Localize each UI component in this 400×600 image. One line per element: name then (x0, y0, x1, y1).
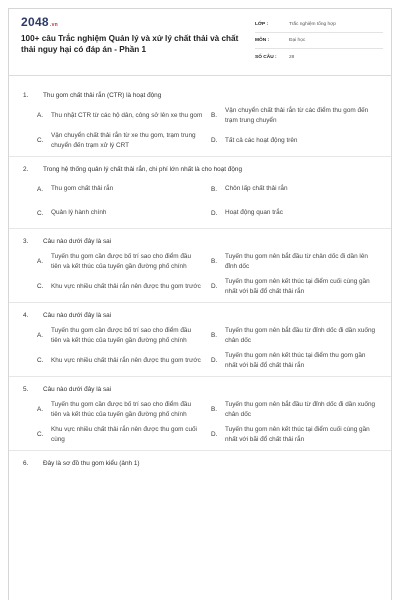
question-5 (9, 377, 391, 451)
meta-row-subject (255, 33, 383, 49)
option-grid (23, 400, 377, 444)
option-letter: B. (211, 112, 218, 119)
option-a[interactable] (37, 326, 203, 345)
option-letter: C. (37, 209, 44, 217)
option-d[interactable] (211, 277, 377, 296)
option-grid (23, 252, 377, 296)
document-header (9, 9, 391, 73)
option-text: Chôn lấp chất thải rắn (225, 185, 288, 193)
option-d[interactable] (211, 425, 377, 444)
question-6 (9, 451, 391, 480)
logo-main: 2048 (21, 15, 49, 29)
option-c[interactable] (37, 204, 203, 222)
question-number: 1. (23, 92, 29, 99)
option-text: Tuyến thu gom cần được bố trí sao cho điểm đầu tiên và kết thúc của tuyến gần đường phố chính (51, 327, 192, 344)
question-heading (23, 311, 377, 320)
question-heading (23, 165, 377, 174)
option-a[interactable] (37, 106, 203, 125)
question-number: 2. (23, 166, 29, 173)
option-text: Tuyến thu gom nên bắt đầu từ đỉnh dốc đi dần xuống chân dốc (225, 401, 376, 418)
question-list (9, 83, 391, 480)
header-divider (9, 75, 391, 76)
option-letter: D. (211, 357, 218, 364)
option-text: Khu vực nhiều chất thải rắn nên được thu gom cuối cùng (51, 426, 197, 443)
meta-value: 28 (289, 54, 295, 60)
question-heading (23, 237, 377, 246)
option-text: Tất cả các hoạt động trên (225, 136, 298, 144)
option-text: Vận chuyển chất thải rắn từ xe thu gom, trạm trung chuyển đến trạm xử lý CRT (51, 132, 196, 149)
question-heading (23, 91, 377, 100)
option-c[interactable] (37, 131, 203, 150)
option-letter: C. (37, 137, 44, 144)
document-title: 100+ câu Trắc nghiệm Quản lý và xử lý chất thải và chất thải nguy hại có đáp án - Phần 1 (21, 34, 239, 54)
option-text: Tuyến thu gom nên kết thúc tại điểm thu gom gần nhất với bãi đổ chất thải rắn (225, 352, 366, 369)
question-heading (23, 459, 377, 468)
option-d[interactable] (211, 351, 377, 370)
option-letter: C. (37, 431, 44, 438)
option-grid (23, 106, 377, 150)
option-letter: C. (37, 283, 44, 290)
option-grid (23, 180, 377, 222)
option-text: Khu vực nhiều chất thải rắn nên được thu gom trước (51, 356, 201, 364)
option-letter: B. (211, 258, 218, 265)
option-letter: D. (211, 209, 218, 217)
option-letter: B. (211, 332, 218, 339)
option-a[interactable] (37, 180, 203, 198)
question-text: Câu nào dưới đây là sai (43, 238, 112, 245)
option-letter: A. (37, 185, 44, 193)
question-3 (9, 229, 391, 303)
option-text: Tuyến thu gom cần được bố trí sao cho điểm đầu tiên và kết thúc của tuyến gần đường phố chính (51, 401, 192, 418)
option-a[interactable] (37, 252, 203, 271)
option-d[interactable] (211, 131, 377, 150)
meta-value: Trắc nghiệm tổng hợp (289, 22, 336, 27)
option-letter: D. (211, 137, 218, 144)
option-text: Vận chuyển chất thải rắn từ các điểm thu gom đến trạm trung chuyển (225, 107, 369, 124)
question-number: 3. (23, 238, 29, 245)
option-text: Tuyến thu gom nên bắt đầu từ đỉnh dốc đi dần xuống chân dốc (225, 327, 376, 344)
option-letter: A. (37, 406, 44, 413)
option-letter: B. (211, 185, 218, 193)
meta-key: SỐ CÂU : (255, 54, 277, 60)
option-letter: A. (37, 112, 44, 119)
document-page (8, 8, 392, 600)
option-b[interactable] (211, 180, 377, 198)
option-letter: B. (211, 406, 218, 413)
question-text: Câu nào dưới đây là sai (43, 312, 112, 319)
option-d[interactable] (211, 204, 377, 222)
meta-key: MÔN : (255, 38, 270, 43)
option-c[interactable] (37, 425, 203, 444)
question-number: 5. (23, 386, 29, 393)
question-number: 6. (23, 460, 29, 467)
question-text: Câu nào dưới đây là sai (43, 386, 112, 393)
site-logo[interactable] (21, 15, 58, 29)
option-text: Hoạt động quan trắc (225, 209, 283, 217)
option-text: Khu vực nhiều chất thải rắn nên được thu gom trước (51, 282, 201, 290)
option-b[interactable] (211, 252, 377, 271)
question-heading (23, 385, 377, 394)
option-a[interactable] (37, 400, 203, 419)
meta-key: LỚP : (255, 22, 269, 27)
question-1 (9, 83, 391, 157)
option-letter: D. (211, 431, 218, 438)
meta-value: Đại học (289, 38, 306, 43)
option-c[interactable] (37, 277, 203, 296)
option-text: Tuyến thu gom nên kết thúc tại điểm cuối cùng gần nhất với bãi đổ chất thải rắn (225, 426, 370, 443)
option-b[interactable] (211, 106, 377, 125)
option-letter: D. (211, 283, 218, 290)
option-text: Quản lý hành chính (51, 209, 107, 217)
question-text: Đây là sơ đồ thu gom kiểu (ảnh 1) (43, 460, 140, 467)
question-text: Thu gom chất thải rắn (CTR) là hoạt động (43, 92, 162, 99)
option-b[interactable] (211, 400, 377, 419)
option-text: Thu nhặt CTR từ các hộ dân, công sở lên xe thu gom (51, 111, 203, 119)
option-grid (23, 326, 377, 370)
option-letter: A. (37, 332, 44, 339)
question-number: 4. (23, 312, 29, 319)
logo-sub: .vn (49, 22, 59, 28)
meta-table (255, 17, 383, 65)
option-text: Tuyến thu gom nên kết thúc tại điểm cuối cùng gần nhất với bãi đổ chất thải rắn (225, 278, 370, 295)
question-4 (9, 303, 391, 377)
meta-row-count (255, 49, 383, 65)
meta-row-class (255, 17, 383, 33)
option-text: Tuyến thu gom nên bắt đầu từ chân dốc đi dần lên đỉnh dốc (225, 253, 368, 270)
option-text: Thu gom chất thải rắn (51, 185, 114, 193)
option-c[interactable] (37, 351, 203, 370)
option-letter: C. (37, 357, 44, 364)
option-letter: A. (37, 258, 44, 265)
question-text: Trong hệ thống quản lý chất thải rắn, chi phí lớn nhất là cho hoạt động (43, 166, 243, 173)
option-text: Tuyến thu gom cần được bố trí sao cho điểm đầu tiên và kết thúc của tuyến gần đường phố chính (51, 253, 192, 270)
question-2 (9, 157, 391, 229)
option-b[interactable] (211, 326, 377, 345)
